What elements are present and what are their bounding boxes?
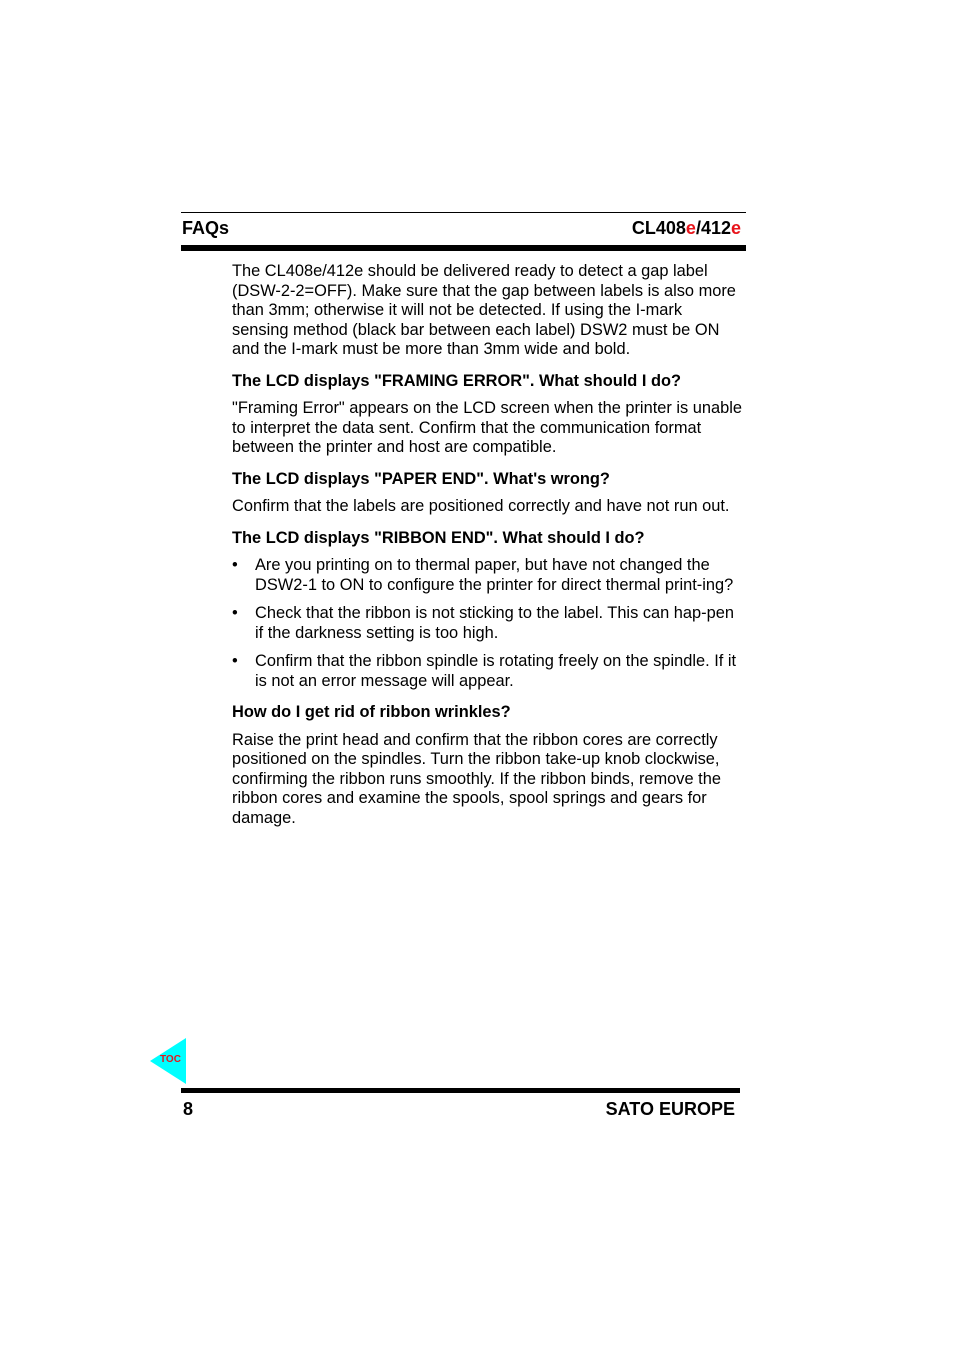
faq-question-framing-error: The LCD displays "FRAMING ERROR". What should I do?	[232, 371, 681, 390]
faq-answer-paper-end: Confirm that the labels are positioned correctly and have not run out.	[232, 497, 730, 515]
toc-label: TOC	[160, 1054, 181, 1065]
model-part1: CL408	[631, 218, 686, 238]
model-e2: e	[730, 218, 741, 238]
faq-question-ribbon-wrinkles: How do I get rid of ribbon wrinkles?	[232, 703, 511, 721]
company-name: SATO EUROPE	[605, 1099, 735, 1119]
toc-button[interactable]	[150, 1038, 186, 1084]
faq-content	[232, 262, 742, 840]
model-part2: /412	[695, 218, 731, 238]
footer-rule	[181, 1088, 740, 1093]
intro-paragraph: The CL408e/412e should be delivered ready to detect a gap label (DSW-2-2=OFF). Make sure that the gap between labels is also more than 3mm; otherwise it will not be detected. If using the I-mark sensing method (black bar between each label) DSW2 must be ON and the I-mark must be more than 3mm wide and bold.	[232, 262, 736, 358]
list-item: • Are you printing on to thermal paper, but have not changed the DSW2-1 to ON to configure the printer for direct thermal print-ing?	[232, 556, 742, 595]
page-number: 8	[183, 1099, 194, 1119]
faq-answer-ribbon-wrinkles: Raise the print head and confirm that the ribbon cores are correctly positioned on the spindles. Turn the ribbon take-up knob clockwise, confirming the ribbon runs smoothly. If the ribbon binds, remove the ribbon cores and examine the spools, spool springs and gears for damage.	[232, 730, 721, 827]
header-divider	[181, 245, 746, 251]
list-item: • Confirm that the ribbon spindle is rotating freely on the spindle. If it is not an error message will appear.	[232, 652, 742, 691]
ribbon-end-list	[232, 556, 742, 691]
list-item: • Check that the ribbon is not sticking to the label. This can hap-pen if the darkness setting is too high.	[232, 604, 742, 643]
section-title: FAQs	[182, 218, 230, 238]
model-e1: e	[685, 218, 696, 238]
model-title	[632, 218, 741, 239]
header-top-rule	[181, 212, 746, 213]
faq-question-ribbon-end: The LCD displays "RIBBON END". What should I do?	[232, 528, 645, 547]
faq-question-paper-end: The LCD displays "PAPER END". What's wrong?	[232, 469, 610, 488]
faq-answer-framing-error: "Framing Error" appears on the LCD screen when the printer is unable to interpret the data sent. Confirm that the communication format between the printer and host are compatible.	[232, 399, 742, 456]
